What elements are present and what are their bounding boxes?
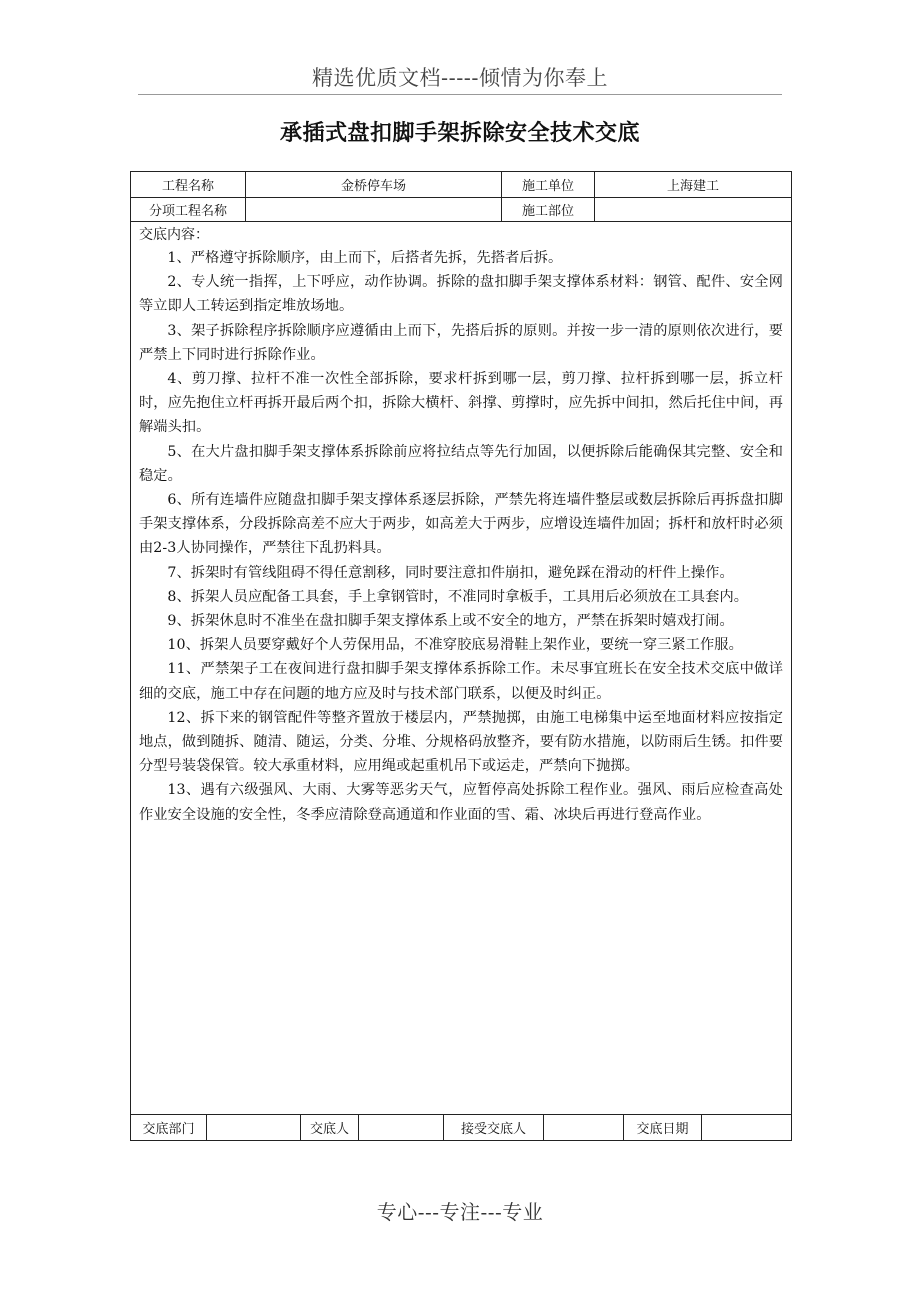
construction-unit-value: 上海建工 — [595, 172, 792, 198]
paragraph: 13、遇有六级强风、大雨、大雾等恶劣天气，应暂停高处拆除工程作业。强风、雨后应检查高处作业安全设施的安全性，冬季应清除登高通道和作业面的雪、霜、冰块后再进行登高作业。 — [139, 782, 784, 823]
disclosure-form — [130, 171, 792, 1141]
dept-label: 交底部门 — [131, 1115, 207, 1141]
project-name-label: 工程名称 — [131, 172, 246, 198]
disclosure-content — [131, 222, 792, 1115]
content-label: 交底内容： — [139, 227, 209, 243]
paragraph: 3、架子拆除程序拆除顺序应遵循由上而下，先搭后拆的原则。并按一步一清的原则依次进行，要严禁上下同时进行拆除作业。 — [139, 322, 784, 363]
paragraph: 7、拆架时有管线阻碍不得任意割移，同时要注意扣件崩扣，避免踩在滑动的杆件上操作。 — [167, 564, 734, 581]
paragraph: 10、拆架人员要穿戴好个人劳保用品，不准穿胶底易滑鞋上架作业，要统一穿三紧工作服。 — [167, 637, 743, 654]
paragraph: 1、严格遵守拆除顺序，由上而下，后搭者先拆，先搭者后拆。 — [167, 250, 563, 266]
paragraph: 11、严禁架子工在夜间进行盘扣脚手架支撑体系拆除工作。未尽事宜班长在安全技术交底中做详细的交底，施工中存在问题的地方应及时与技术部门联系，以便及时纠正。 — [139, 661, 784, 702]
sub-project-row — [131, 198, 792, 222]
dept-value — [207, 1115, 301, 1141]
construction-unit-label: 施工单位 — [502, 172, 595, 198]
paragraph: 2、专人统一指挥，上下呼应，动作协调。拆除的盘扣脚手架支撑体系材料：钢管、配件、安全网等立即人工转运到指定堆放场地。 — [139, 274, 784, 315]
project-row — [131, 172, 792, 198]
receiver-label: 接受交底人 — [444, 1115, 544, 1141]
paragraph: 8、拆架人员应配备工具套，手上拿钢管时，不准同时拿板手，工具用后必须放在工具套内。 — [167, 588, 749, 605]
sub-project-value — [246, 198, 502, 222]
date-value — [702, 1115, 792, 1141]
paragraph: 4、剪刀撑、拉杆不准一次性全部拆除，要求杆拆到哪一层，剪刀撑、拉杆拆到哪一层，拆立杆时，应先抱住立杆再拆开最后两个扣，拆除大横杆、斜撑、剪撑时，应先拆中间扣，然后托住中间，再解端头扣。 — [139, 371, 784, 436]
signature-row — [131, 1115, 792, 1141]
paragraph: 5、在大片盘扣脚手架支撑体系拆除前应将拉结点等先行加固，以便拆除后能确保其完整、安全和稳定。 — [139, 443, 784, 484]
paragraph: 6、所有连墙件应随盘扣脚手架支撑体系逐层拆除，严禁先将连墙件整层或数层拆除后再拆盘扣脚手架支撑体系，分段拆除高差不应大于两步，如高差大于两步，应增设连墙件加固；拆杆和放杆时必须由2-3人协同操作，严禁往下乱扔料具。 — [139, 492, 784, 557]
sub-project-label: 分项工程名称 — [131, 198, 246, 222]
paragraph: 12、拆下来的钢管配件等整齐置放于楼层内，严禁抛掷，由施工电梯集中运至地面材料应按指定地点，做到随拆、随清、随运，分类、分堆、分规格码放整齐，要有防水措施，以防雨后生锈。扣件要分型号装袋保管。较大承重材料，应用绳或起重机吊下或运走，严禁向下抛掷。 — [139, 709, 784, 775]
paragraph: 9、拆架休息时不准坐在盘扣脚手架支撑体系上或不安全的地方，严禁在拆架时嬉戏打闹。 — [167, 613, 734, 630]
document-title: 承插式盘扣脚手架拆除安全技术交底 — [279, 121, 640, 146]
construction-part-value — [595, 198, 792, 222]
project-name-value: 金桥停车场 — [246, 172, 502, 198]
construction-part-label: 施工部位 — [502, 198, 595, 222]
content-row — [131, 222, 792, 1115]
receiver-value — [544, 1115, 624, 1141]
person-value — [359, 1115, 444, 1141]
page-header: 精选优质文档-----倾情为你奉上 — [312, 66, 608, 90]
header-rule — [138, 94, 782, 95]
page-footer: 专心---专注---专业 — [376, 1200, 544, 1224]
person-label: 交底人 — [301, 1115, 359, 1141]
paragraph-list — [139, 246, 783, 827]
date-label: 交底日期 — [624, 1115, 702, 1141]
